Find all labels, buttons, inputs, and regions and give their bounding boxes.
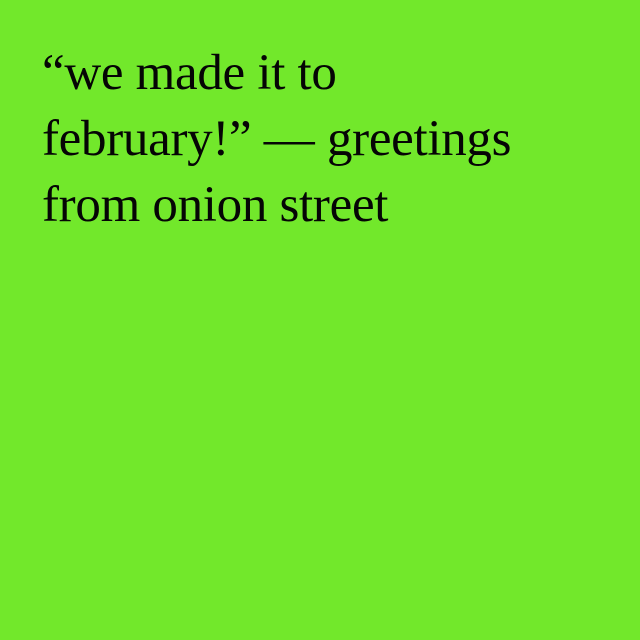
- quote-line-3: from onion street: [42, 177, 389, 233]
- quote-text: [42, 40, 511, 238]
- quote-line-2: february!” — greetings: [42, 111, 512, 167]
- quote-line-1: “we made it to: [42, 45, 337, 101]
